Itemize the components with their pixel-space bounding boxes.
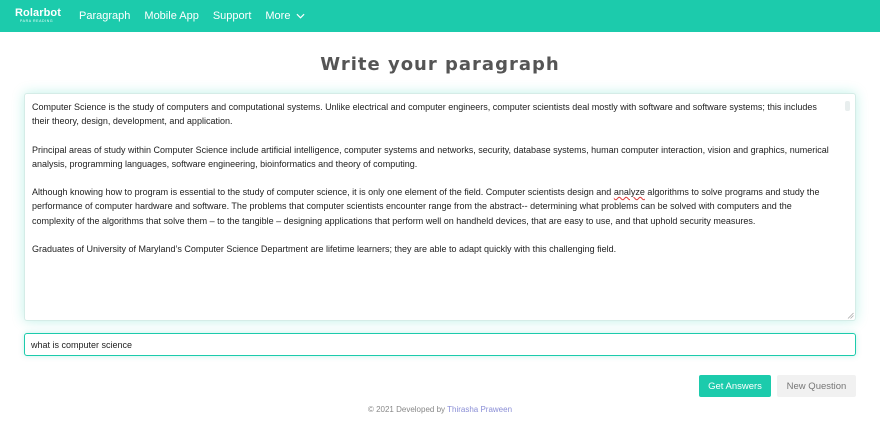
paragraph-text-1: Computer Science is the study of computers and computational systems. Unlike electrical and computer engineers, computer scientists deal mostly with software and software systems; this includes their theory, design, development, and application.	[32, 102, 817, 127]
brand-logo[interactable]	[15, 8, 61, 24]
question-input[interactable]	[24, 333, 856, 356]
get-answers-button[interactable]: Get Answers	[699, 375, 771, 397]
nav-dropdown-more[interactable]	[265, 10, 305, 22]
nav-link-more-label: More	[265, 10, 291, 22]
top-navbar	[0, 0, 880, 32]
chevron-down-icon	[296, 13, 305, 19]
footer	[0, 405, 880, 414]
new-question-button[interactable]: New Question	[777, 375, 856, 397]
brand-name: Rolarbot	[15, 7, 62, 20]
paragraph-text-3-start: Although knowing how to program is essential to the study of computer science, it is only one element of the field. Computer scientists design and	[32, 187, 614, 198]
resize-grip-icon[interactable]	[847, 312, 854, 319]
paragraph-text-4: Graduates of University of Maryland’s Computer Science Department are lifetime learners; they are able to adapt quickly with this challenging field.	[32, 243, 617, 254]
paragraph-text-3	[32, 185, 835, 228]
paragraph-text-3-end: algorithms to solve programs and study the performance of computer hardware and software. The problems that computer scientists encounter range from the abstract-- determining what problems can be solved with computers and the complexity of the algorithms that solve them – to the tangible – designing applications that perform well on handheld devices, that are easy to use, and that uphold security measures.	[32, 187, 820, 226]
paragraph-textarea[interactable]	[24, 93, 856, 321]
footer-copyright: © 2021 Developed by	[367, 405, 448, 414]
nav-link-mobile-app[interactable]: Mobile App	[144, 10, 199, 22]
misspelled-word: analyze	[613, 187, 645, 198]
paragraph-text-2: Principal areas of study within Computer Science include artificial intelligence, computer systems and networks, security, database systems, human computer interaction, vision and graphics, numerical analysis, programming languages, software engineering, bioinformatics and theory of computing.	[32, 144, 829, 169]
footer-author-link[interactable]: Thirasha Praween	[447, 405, 513, 414]
scrollbar-thumb[interactable]	[845, 101, 850, 111]
brand-subtitle: PARA READING	[20, 19, 54, 24]
nav-link-support[interactable]: Support	[212, 10, 252, 22]
page-title: Write your paragraph	[320, 54, 560, 75]
nav-link-paragraph[interactable]: Paragraph	[79, 10, 131, 22]
